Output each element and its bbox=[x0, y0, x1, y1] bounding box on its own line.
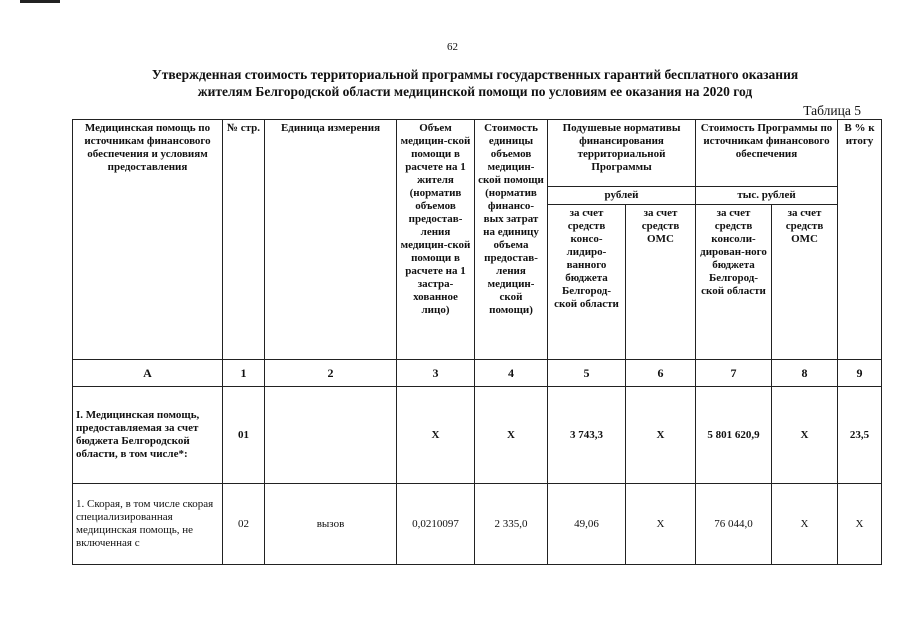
header-unit-rub: рублей bbox=[548, 187, 696, 205]
column-index-row bbox=[73, 360, 882, 387]
header-unit-cost: Стоимость единицы объемов медицин-ской помощи (норматив финансо-вых затрат на единицу объема предостав-ления медицин-ской помощи) bbox=[475, 120, 548, 360]
table-row bbox=[73, 484, 882, 565]
row-norm-oms: Х bbox=[626, 484, 696, 565]
column-index: 2 bbox=[265, 360, 397, 387]
column-index: 6 bbox=[626, 360, 696, 387]
column-index: 1 bbox=[223, 360, 265, 387]
column-index: 9 bbox=[838, 360, 882, 387]
page-number: 62 bbox=[447, 41, 458, 53]
row-line-no: 02 bbox=[223, 484, 265, 565]
column-index: 7 bbox=[696, 360, 772, 387]
column-index: 4 bbox=[475, 360, 548, 387]
column-index: 5 bbox=[548, 360, 626, 387]
header-unit-thousand-rub: тыс. рублей bbox=[696, 187, 838, 205]
row-norm-oms: Х bbox=[626, 387, 696, 484]
scan-mark bbox=[20, 0, 60, 3]
header-cost-budget: за счет средств консоли-дирован-ного бюджета Белгород-ской области bbox=[696, 205, 772, 360]
column-index: 3 bbox=[397, 360, 475, 387]
row-line-no: 01 bbox=[223, 387, 265, 484]
header-norm-oms: за счет средств ОМС bbox=[626, 205, 696, 360]
header-unit: Единица измерения bbox=[265, 120, 397, 360]
row-unit-cost: 2 335,0 bbox=[475, 484, 548, 565]
row-percent: Х bbox=[838, 484, 882, 565]
row-label: I. Медицинская помощь, предоставляемая за счет бюджета Белгородской области, в том числе*: bbox=[73, 387, 223, 484]
row-norm-budget: 49,06 bbox=[548, 484, 626, 565]
header-norm-budget: за счет средств консо-лидиро-ванного бюджета Белгород-ской области bbox=[548, 205, 626, 360]
row-unit bbox=[265, 387, 397, 484]
title-line-2: жителям Белгородской области медицинской помощи по условиям ее оказания на 2020 год bbox=[197, 84, 753, 99]
title-line-1: Утвержденная стоимость территориальной программы государственных гарантий бесплатного оказания bbox=[151, 67, 799, 82]
table-row bbox=[73, 387, 882, 484]
header-program-cost: Стоимость Программы по источникам финансового обеспечения bbox=[696, 120, 838, 187]
row-norm-budget: 3 743,3 bbox=[548, 387, 626, 484]
row-label: 1. Скорая, в том числе скорая специализированная медицинская помощь, не включенная с bbox=[73, 484, 223, 565]
row-cost-budget: 76 044,0 bbox=[696, 484, 772, 565]
document-title bbox=[60, 66, 890, 100]
row-volume: Х bbox=[397, 387, 475, 484]
row-percent: 23,5 bbox=[838, 387, 882, 484]
header-line-no: № стр. bbox=[223, 120, 265, 360]
column-index: 8 bbox=[772, 360, 838, 387]
header-percent: В % к итогу bbox=[838, 120, 882, 360]
column-index: А bbox=[73, 360, 223, 387]
cost-table bbox=[72, 119, 882, 565]
row-cost-oms: Х bbox=[772, 484, 838, 565]
row-cost-oms: Х bbox=[772, 387, 838, 484]
header-cost-oms: за счет средств ОМС bbox=[772, 205, 838, 360]
header-volume: Объем медицин-ской помощи в расчете на 1 жителя (норматив объемов предостав-ления медицин-ской помощи в расчете на 1 застра-хованное лицо) bbox=[397, 120, 475, 360]
row-volume: 0,0210097 bbox=[397, 484, 475, 565]
header-care-type: Медицинская помощь по источникам финансового обеспечения и условиям предоставления bbox=[73, 120, 223, 360]
row-unit: вызов bbox=[265, 484, 397, 565]
header-per-capita-norms: Подушевые нормативы финансирования территориальной Программы bbox=[548, 120, 696, 187]
row-cost-budget: 5 801 620,9 bbox=[696, 387, 772, 484]
row-unit-cost: Х bbox=[475, 387, 548, 484]
table-label: Таблица 5 bbox=[803, 103, 861, 118]
